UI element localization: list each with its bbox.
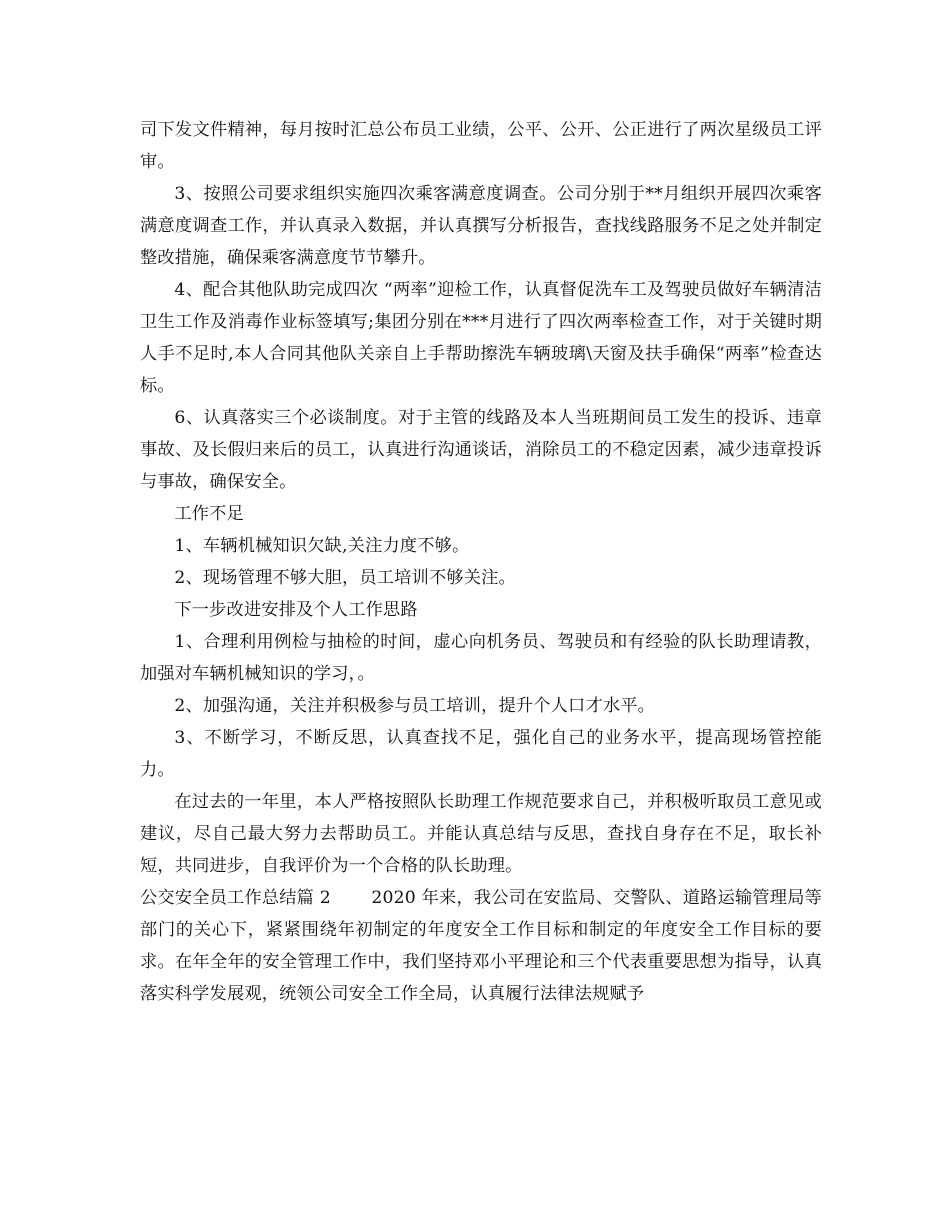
heading-next-steps: 下一步改进安排及个人工作思路 — [174, 600, 418, 620]
paragraph-star-review: 司下发文件精神，每月按时汇总公布员工业绩，公平、公开、公正进行了两次星级员工评审。 — [140, 120, 822, 172]
list-item-next-step-1: 1、合理利用例检与抽检的时间，虚心向机务员、驾驶员和有经验的队长助理请教，加强对车辆机械知识的学习，。 — [140, 632, 822, 684]
heading-shortcomings: 工作不足 — [174, 504, 244, 524]
list-item-shortcoming-2: 2、现场管理不够大胆，员工培训不够关注。 — [174, 568, 516, 588]
paragraph-two-rates-inspection: 4、配合其他队助完成四次 “两率”迎检工作，认真督促洗车工及驾驶员做好车辆清洁卫生工作及消毒作业标签填写;集团分别在***月进行了四次两率检查工作，对于关键时期人手不足时,本人合同其他队关亲自上手帮助擦洗车辆玻璃\天窗及扶手确保“两率”检查达标。 — [140, 280, 822, 396]
paragraph-summary-part-2: 公交安全员工作总结篇 2 2020 年来，我公司在安监局、交警队、道路运输管理局等部门的关心下，紧紧围绕年初制定的年度安全工作目标和制定的年度安全工作目标的要求。在年全年的安全管理工作中，我们坚持邓小平理论和三个代表重要思想为指导，认真落实科学发展观，统领公司安全工作全局，认真履行法律法规赋予 — [140, 888, 822, 1004]
paragraph-passenger-survey: 3、按照公司要求组织实施四次乘客满意度调查。公司分别于**月组织开展四次乘客满意度调查工作，并认真录入数据，并认真撰写分析报告，查找线路服务不足之处并制定整改措施，确保乘客满意度节节攀升。 — [140, 184, 822, 268]
list-item-next-step-3: 3、不断学习，不断反思，认真查找不足，强化自己的业务水平，提高现场管控能力。 — [140, 728, 822, 780]
paragraph-self-evaluation: 在过去的一年里，本人严格按照队长助理工作规范要求自己，并积极听取员工意见或建议，尽自己最大努力去帮助员工。并能认真总结与反思，查找自身存在不足，取长补短，共同进步，自我评价为一个合格的队长助理。 — [140, 792, 822, 876]
paragraph-three-talks-system: 6、认真落实三个必谈制度。对于主管的线路及本人当班期间员工发生的投诉、违章事故、及长假归来后的员工，认真进行沟通谈话，消除员工的不稳定因素，减少违章投诉与事故，确保安全。 — [140, 408, 822, 492]
list-item-shortcoming-1: 1、车辆机械知识欠缺,关注力度不够。 — [174, 536, 470, 556]
document-body — [140, 114, 822, 1010]
list-item-next-step-2: 2、加强沟通，关注并积极参与员工培训，提升个人口才水平。 — [174, 696, 655, 716]
